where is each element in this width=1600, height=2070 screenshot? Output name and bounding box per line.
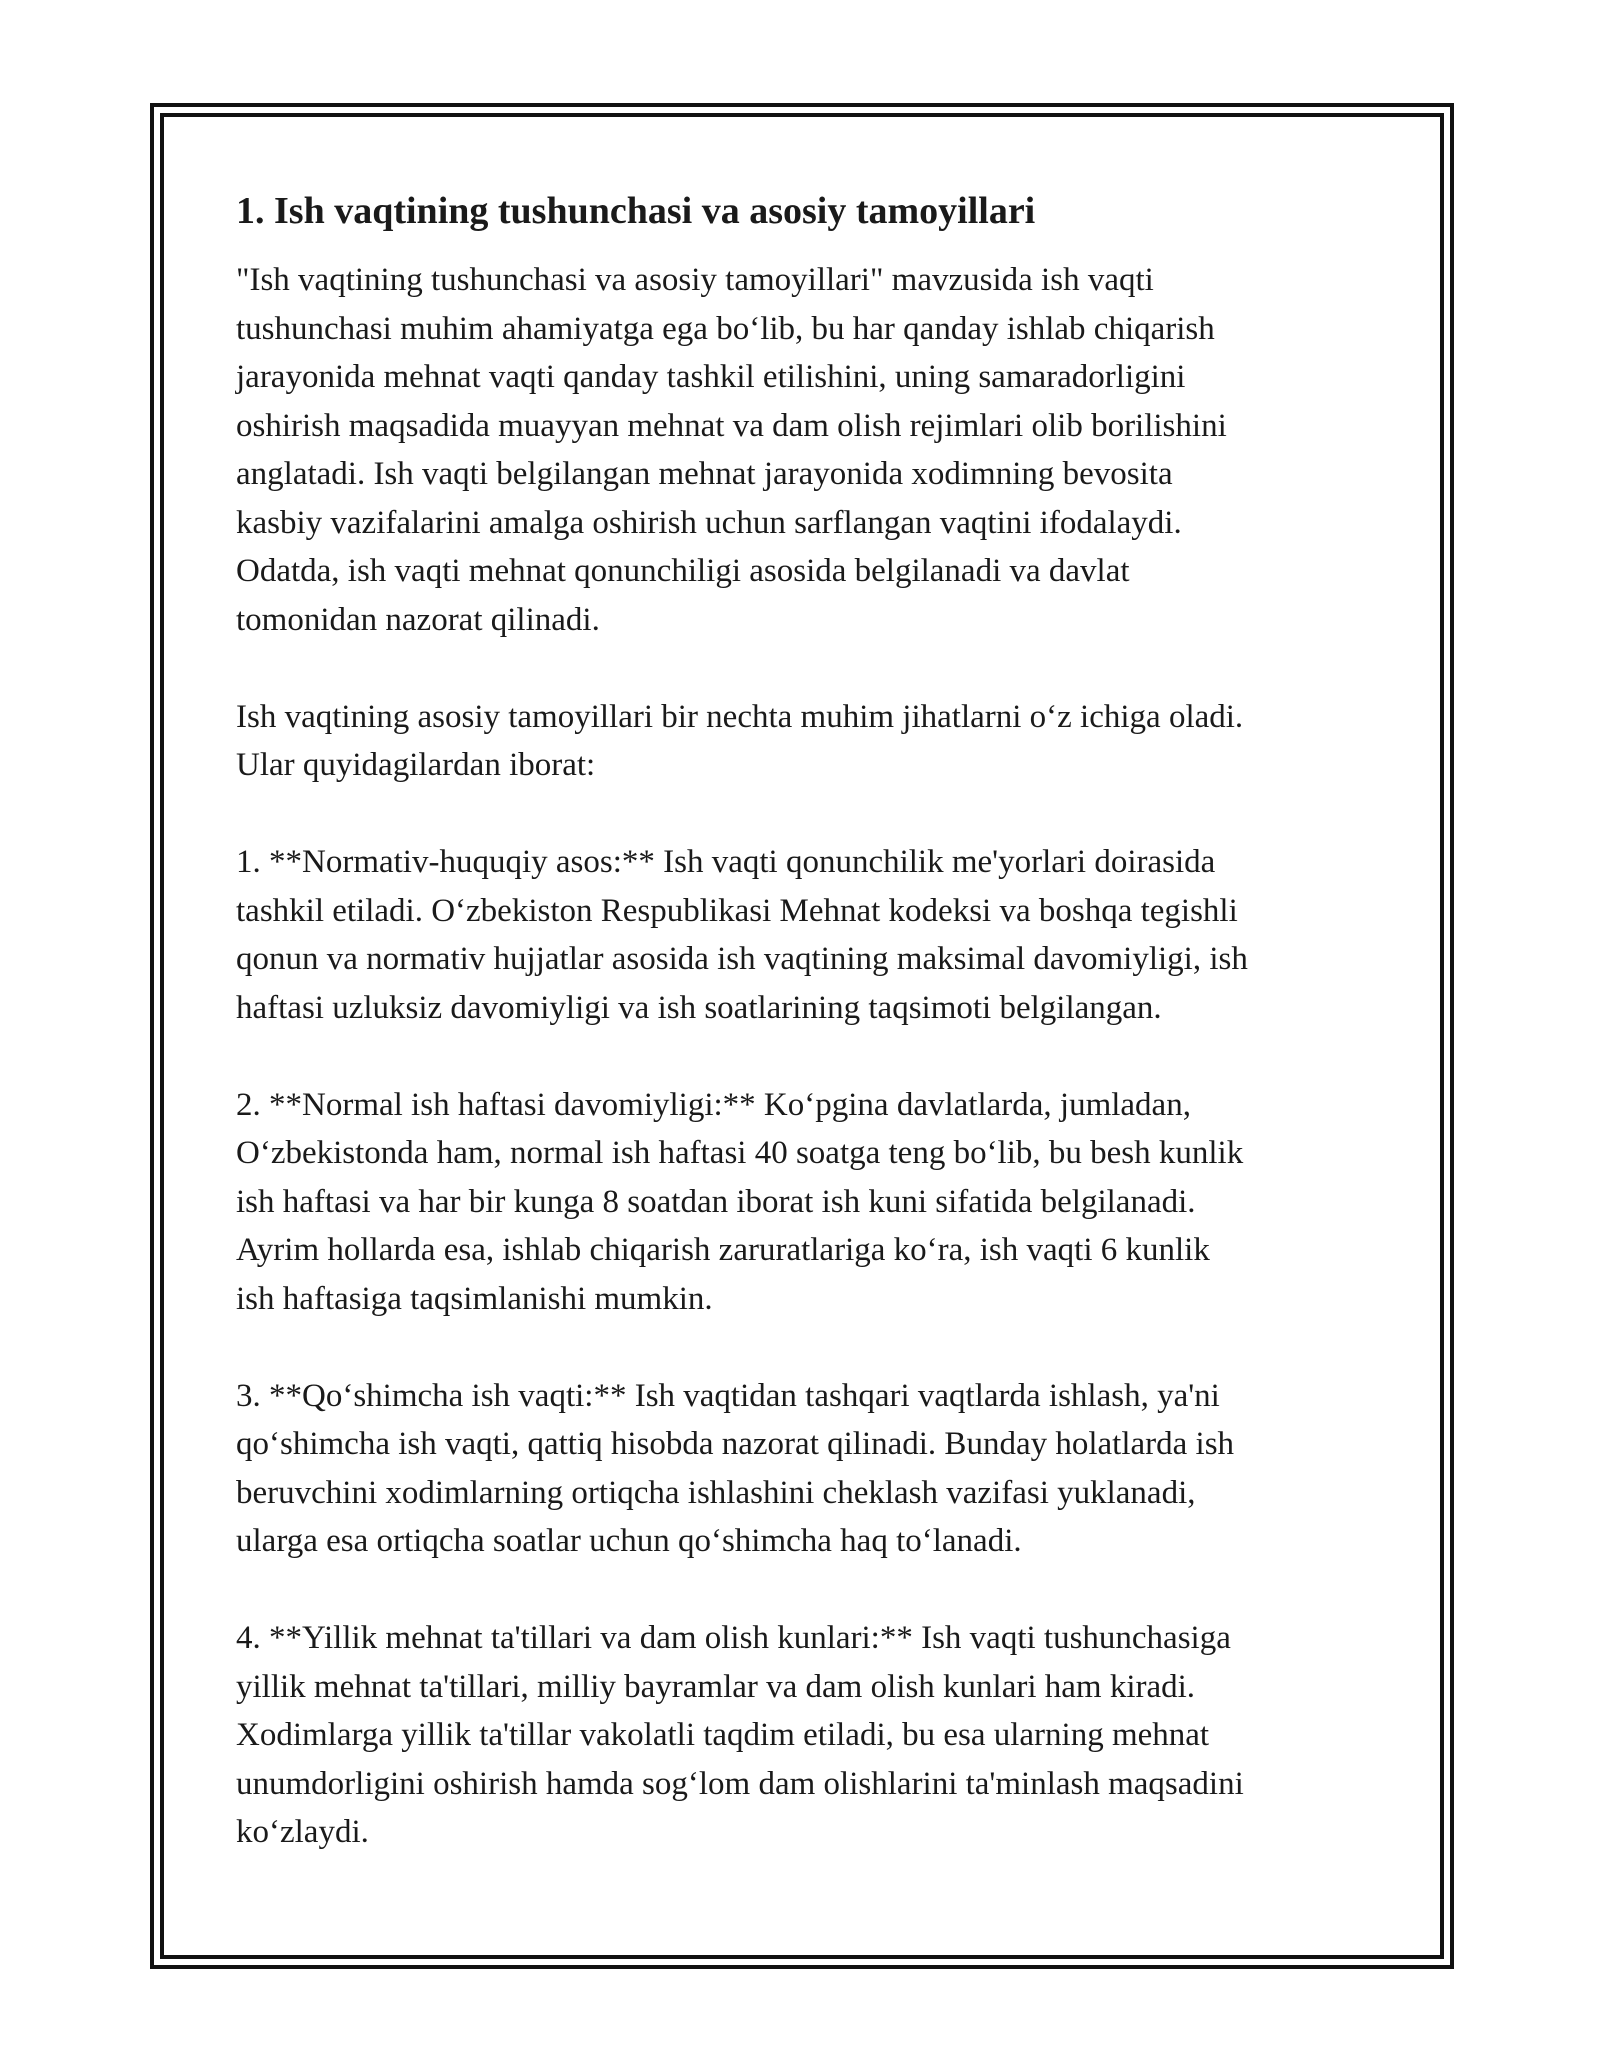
- list-item-1: 1. **Normativ-huquqiy asos:** Ish vaqti qonunchilik me'yorlari doirasida tashkil etiladi. O‘zbekiston Respublikasi Mehnat kodeksi va boshqa tegishli qonun va normativ hujjatlar asosida ish vaqtining maksimal davomiyligi, ish haftasi uzluksiz davomiyligi va ish soatlarining taqsimoti belgilangan.: [236, 844, 1248, 1026]
- paragraph-principles-intro: Ish vaqtining asosiy tamoyillari bir nechta muhim jihatlarni o‘z ichiga oladi. Ular quyidagilardan iborat:: [236, 698, 1244, 783]
- document-body: [236, 188, 1376, 1905]
- list-item-3: 3. **Qo‘shimcha ish vaqti:** Ish vaqtidan tashqari vaqtlarda ishlash, ya'ni qo‘shimcha ish vaqti, qattiq hisobda nazorat qilinadi. Bunday holatlarda ish beruvchini xodimlarning ortiqcha ishlashini cheklash vazifasi yuklanadi, ularga esa ortiqcha soatlar uchun qo‘shimcha haq to‘lanadi.: [236, 1377, 1235, 1559]
- paragraph-intro: "Ish vaqtining tushunchasi va asosiy tamoyillari" mavzusida ish vaqti tushunchasi muhim ahamiyatga ega bo‘lib, bu har qanday ishlab chiqarish jarayonida mehnat vaqti qanday tashkil etilishini, uning samaradorligini oshirish maqsadida muayyan mehnat va dam olish rejimlari olib borilishini anglatadi. Ish vaqti belgilangan mehnat jarayonida xodimning bevosita kasbiy vazifalarini amalga oshirish uchun sarflangan vaqtini ifodalaydi. Odatda, ish vaqti mehnat qonunchiligi asosida belgilanadi va davlat tomonidan nazorat qilinadi.: [236, 262, 1227, 638]
- list-item-2: 2. **Normal ish haftasi davomiyligi:** Ko‘pgina davlatlarda, jumladan, O‘zbekistonda ham, normal ish haftasi 40 soatga teng bo‘lib, bu besh kunlik ish haftasi va har bir kunga 8 soatdan iborat ish kuni sifatida belgilanadi. Ayrim hollarda esa, ishlab chiqarish zaruratlariga ko‘ra, ish vaqti 6 kunlik ish haftasiga taqsimlanishi mumkin.: [236, 1086, 1244, 1317]
- list-item-4: 4. **Yillik mehnat ta'tillari va dam olish kunlari:** Ish vaqti tushunchasiga yillik mehnat ta'tillari, milliy bayramlar va dam olish kunlari ham kiradi. Xodimlarga yillik ta'tillar vakolatli taqdim etiladi, bu esa ularning mehnat unumdorligini oshirish hamda sog‘lom dam olishlarini ta'minlash maqsadini ko‘zlaydi.: [236, 1620, 1244, 1850]
- section-heading: 1. Ish vaqtining tushunchasi va asosiy tamoyillari: [236, 190, 1036, 232]
